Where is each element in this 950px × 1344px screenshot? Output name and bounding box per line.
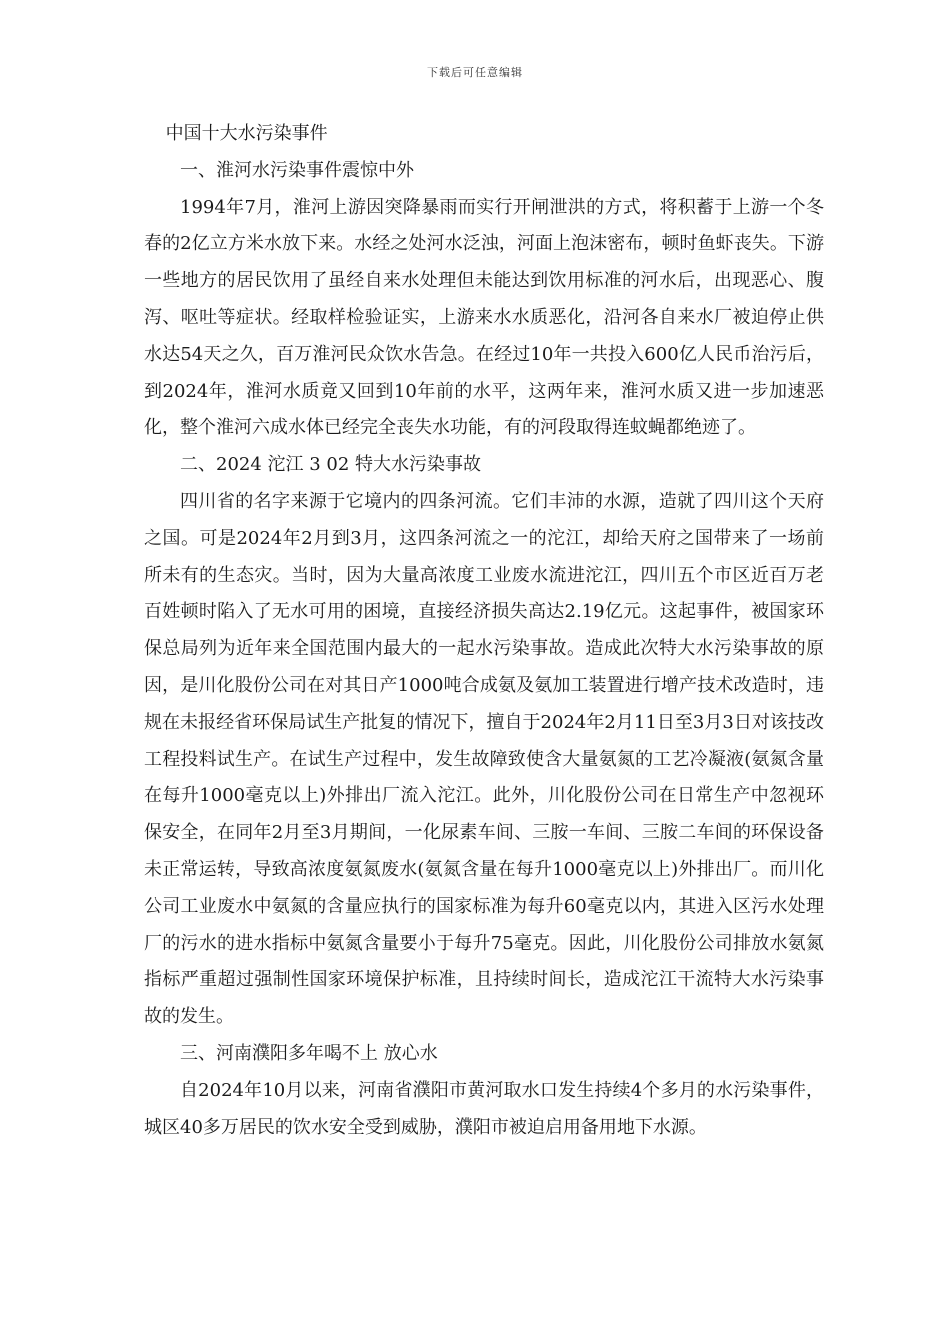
section-heading: 一、淮河水污染事件震惊中外 bbox=[180, 159, 414, 181]
section-paragraph: 1994年7月，淮河上游因突降暴雨而实行开闸泄洪的方式，将积蓄于上游一个冬春的2亿立方米水放下来。水经之处河水泛浊，河面上泡沫密布，顿时鱼虾丧失。下游一些地方的居民饮用了虽经自来水处理但未能达到饮用标准的河水后，出现恶心、腹泻、呕吐等症状。经取样检验证实，上游来水水质恶化，沿河各自来水厂被迫停止供水达54天之久，百万淮河民众饮水告急。在经过10年一共投入600亿人民币治污后，到2024年，淮河水质竟又回到10年前的水平，这两年来，淮河水质又进一步加速恶化，整个淮河六成水体已经完全丧失水功能，有的河段取得连蚊蝇都绝迹了。 bbox=[144, 196, 824, 439]
section-paragraph: 四川省的名字来源于它境内的四条河流。它们丰沛的水源，造就了四川这个天府之国。可是2024年2月到3月，这四条河流之一的沱江，却给天府之国带来了一场前所未有的生态灾。当时，因为大量高浓度工业废水流进沱江，四川五个市区近百万老百姓顿时陷入了无水可用的困境，直接经济损失高达2.19亿元。这起事件，被国家环保总局列为近年来全国范围内最大的一起水污染事故。造成此次特大水污染事故的原因，是川化股份公司在对其日产1000吨合成氨及氨加工装置进行增产技术改造时，违规在未报经省环保局试生产批复的情况下，擅自于2024年2月11日至3月3日对该技改工程投料试生产。在试生产过程中，发生故障致使含大量氨氮的工艺冷凝液(氨氮含量在每升1000毫克以上)外排出厂流入沱江。此外，川化股份公司在日常生产中忽视环保安全，在同年2月至3月期间，一化尿素车间、三胺一车间、三胺二车间的环保设备未正常运转，导致高浓度氨氮废水(氨氮含量在每升1000毫克以上)外排出厂。而川化公司工业废水中氨氮的含量应执行的国家标准为每升60毫克以内，其进入区污水处理厂的污水的进水指标中氨氮含量要小于每升75毫克。因此，川化股份公司排放水氨氮指标严重超过强制性国家环境保护标准，且持续时间长，造成沱江干流特大水污染事故的发生。 bbox=[144, 490, 824, 1028]
page-header-note: 下载后可任意编辑 bbox=[427, 66, 523, 79]
document-body bbox=[144, 116, 824, 1146]
section-heading: 三、河南濮阳多年喝不上 放心水 bbox=[180, 1042, 438, 1064]
section-heading: 二、2024 沱江 3 02 特大水污染事故 bbox=[180, 454, 482, 476]
section-paragraph: 自2024年10月以来，河南省濮阳市黄河取水口发生持续4个多月的水污染事件，城区40多万居民的饮水安全受到威胁，濮阳市被迫启用备用地下水源。 bbox=[144, 1079, 824, 1138]
document-title: 中国十大水污染事件 bbox=[165, 123, 328, 144]
